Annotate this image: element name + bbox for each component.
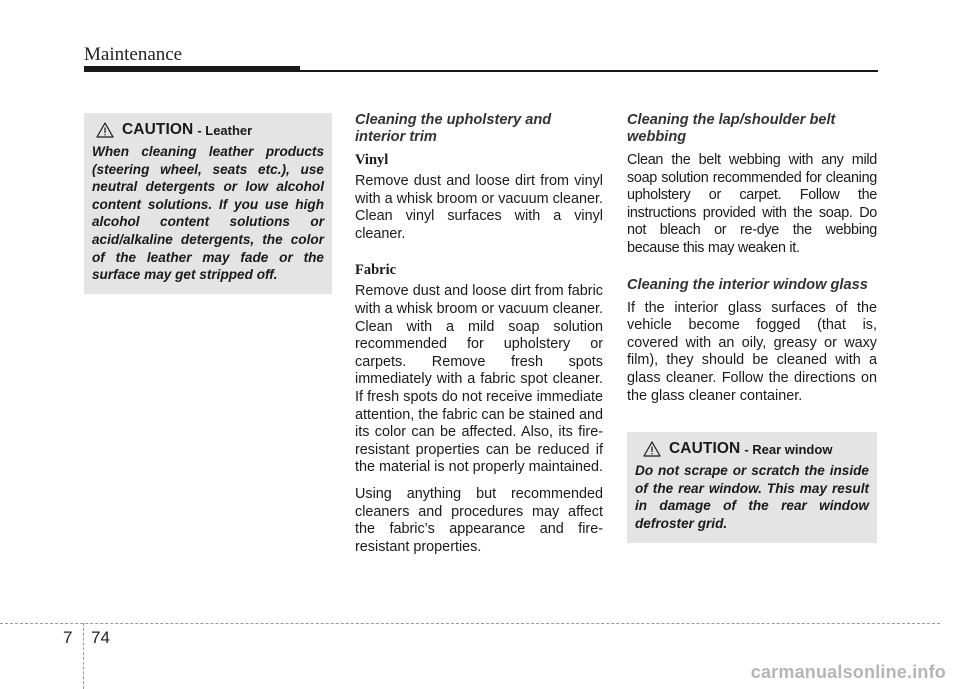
warning-triangle-icon bbox=[96, 122, 114, 138]
section-title-upholstery: Cleaning the upholstery and interior trim bbox=[355, 112, 552, 145]
caution-sublabel: - Leather bbox=[197, 122, 253, 138]
footer-vertical-divider bbox=[83, 623, 84, 689]
warning-triangle-icon bbox=[643, 441, 661, 457]
section-title-belt: Cleaning the lap/shoulder belt webbing bbox=[627, 112, 836, 145]
caution-header bbox=[643, 440, 869, 458]
chapter-number: 7 bbox=[63, 628, 73, 647]
caution-box-rear-window bbox=[627, 432, 877, 542]
caution-header bbox=[96, 121, 324, 139]
caution-sublabel: - Rear window bbox=[744, 441, 833, 457]
caution-box-leather bbox=[84, 113, 332, 294]
section-title-glass: Cleaning the interior window glass bbox=[627, 276, 868, 293]
header-rule-thick bbox=[84, 66, 300, 72]
subheading-vinyl: Vinyl bbox=[355, 152, 389, 168]
paragraph-vinyl: Remove dust and loose dirt from vinyl with a whisk broom or vacuum cleaner. Clean vinyl surfaces with a vinyl cleaner. bbox=[355, 173, 603, 242]
page-header-title: Maintenance bbox=[84, 44, 183, 65]
caution-text: When cleaning leather products (steering wheel, seats etc.), use neutral detergents or low alcohol content solutions. If you use high alcohol content solutions or acid/alkaline detergents, the color of the leather may fade or the surface may get stripped off. bbox=[92, 144, 324, 283]
right-column bbox=[627, 112, 877, 543]
subheading-fabric: Fabric bbox=[355, 262, 397, 279]
left-column bbox=[84, 113, 332, 294]
paragraph-fabric-2: Using anything but recommended cleaners and procedures may affect the fabric’s appearance and fire-resistant properties. bbox=[355, 485, 603, 555]
caution-label: CAUTION bbox=[669, 440, 741, 458]
paragraph-glass: If the interior glass surfaces of the vehicle become fogged (that is, covered with an oily, greasy or waxy film), they should be cleaned with a glass cleaner. Follow the directions on the glass cleaner container. bbox=[627, 299, 877, 404]
paragraph-fabric-1: Remove dust and loose dirt from fabric with a whisk broom or vacuum cleaner. Clean with a mild soap solution recommended for upholstery or carpets. Remove fresh spots immediately with a fabric spot cleaner. If fresh spots do not receive immediate attention, the fabric can be stained and its color can be affected. Also, its fire-resistant properties can be reduced if the material is not properly maintained. bbox=[355, 283, 604, 476]
header-rule-thin bbox=[300, 70, 878, 72]
paragraph-belt: Clean the belt webbing with any mild soap solution recommended for cleaning upholstery or carpet. Follow the instructions provided with the soap. Do not bleach or re-dye the webbing because this may weaken it. bbox=[627, 152, 877, 256]
middle-column bbox=[355, 112, 603, 565]
footer-divider bbox=[0, 623, 940, 624]
page-number: 74 bbox=[91, 628, 110, 647]
watermark: carmanualsonline.info bbox=[750, 662, 946, 682]
caution-text: Do not scrape or scratch the inside of the rear window. This may result in damage of the rear window defroster grid. bbox=[635, 463, 869, 531]
caution-label: CAUTION bbox=[122, 121, 194, 138]
